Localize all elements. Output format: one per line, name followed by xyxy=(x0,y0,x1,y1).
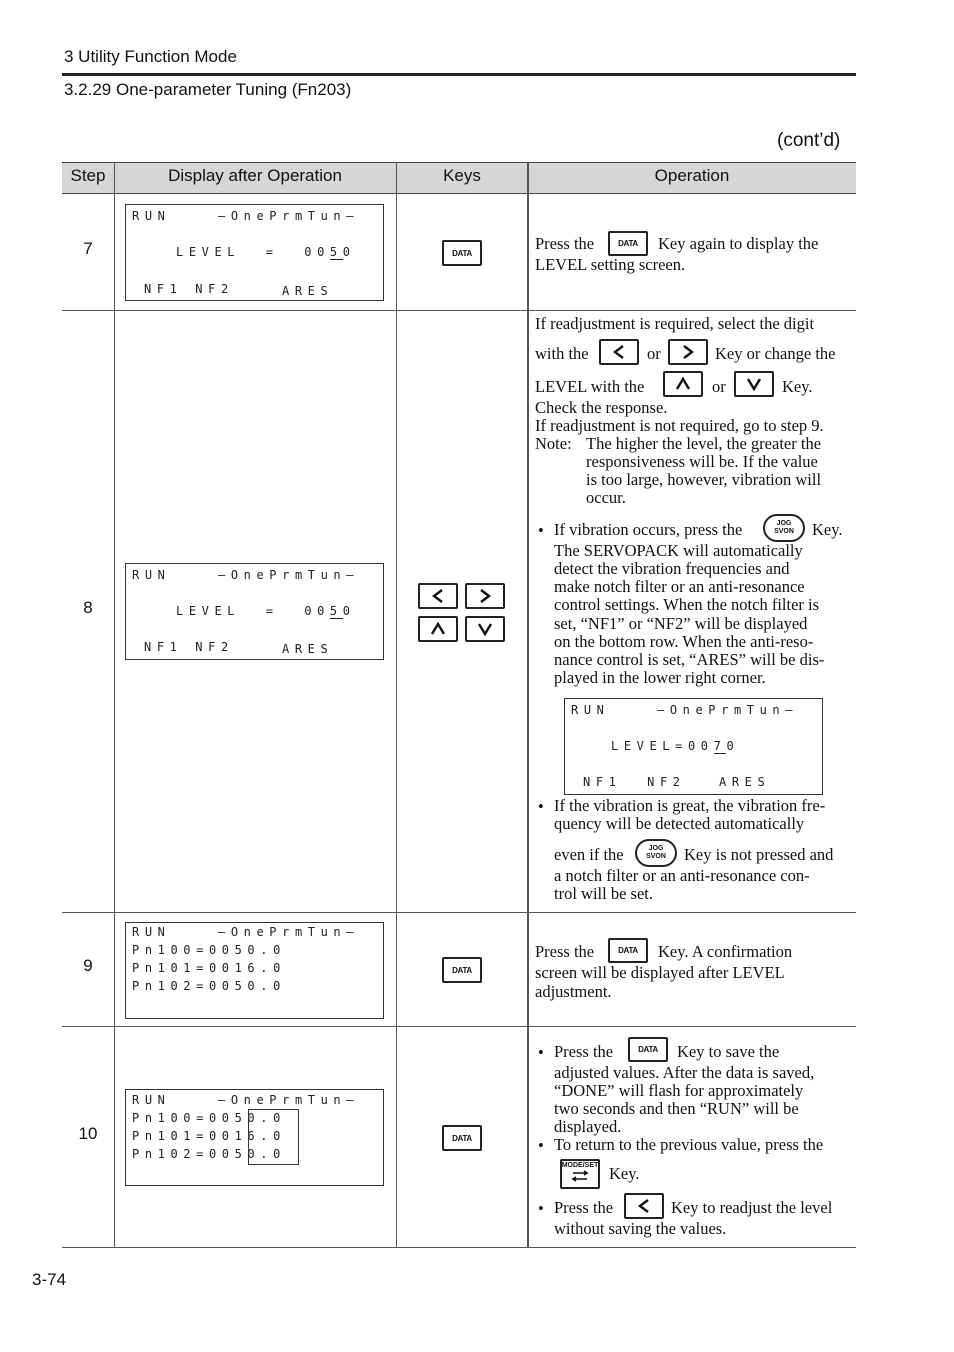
lcd-level: LEVEL=0070 xyxy=(611,739,740,753)
jog-svon-key-inline: JOG SVON xyxy=(635,839,677,867)
row-divider xyxy=(62,1247,856,1248)
lcd-run: RUN xyxy=(132,1093,171,1107)
lcd-title: —OnePrmTun— xyxy=(218,1093,360,1107)
lcd-level: LEVEL = 0050 xyxy=(176,245,356,259)
lcd-ares: ARES xyxy=(719,775,771,789)
lcd-title: —OnePrmTun— xyxy=(218,209,360,223)
lcd-ares: ARES xyxy=(282,642,334,656)
data-key-inline: DATA xyxy=(608,231,648,256)
row-divider xyxy=(62,310,856,311)
op-text: Key. xyxy=(782,377,813,396)
left-key[interactable] xyxy=(418,583,458,609)
op-text: control settings. When the notch filter is xyxy=(554,595,820,614)
op-text: screen will be displayed after LEVEL xyxy=(535,963,785,982)
lcd-ares: ARES xyxy=(282,284,334,298)
op-text: nance control is set, “ARES” will be dis- xyxy=(554,650,825,669)
bullet: • xyxy=(538,797,544,816)
table-header xyxy=(62,162,856,194)
lcd-nf: NF1 NF2 xyxy=(144,640,234,654)
lcd-nf: NF1 NF2 xyxy=(144,282,234,296)
bullet: • xyxy=(538,1043,544,1062)
op-text: or xyxy=(712,377,726,396)
lcd-param-line: Pn102=0050.0 xyxy=(132,1147,286,1161)
down-key-inline xyxy=(734,371,774,397)
col-divider xyxy=(528,162,529,1248)
note-label: Note: xyxy=(535,434,572,453)
lcd-title: —OnePrmTun— xyxy=(657,703,799,717)
col-divider xyxy=(114,162,115,1248)
chevron-down-icon xyxy=(476,621,494,637)
op-text: with the xyxy=(535,344,589,363)
lcd-display xyxy=(125,563,384,660)
op-text: quency will be detected automatically xyxy=(554,814,805,833)
op-text: without saving the values. xyxy=(554,1219,727,1238)
op-text: Press the xyxy=(535,234,595,253)
op-text: is too large, however, vibration will xyxy=(586,470,822,489)
op-text: “DONE” will flash for approximately xyxy=(554,1081,804,1100)
chevron-up-icon xyxy=(674,376,692,392)
up-key[interactable] xyxy=(418,616,458,642)
lcd-param-line: Pn100=0050.0 xyxy=(132,943,286,957)
op-text: on the bottom row. When the anti-reso- xyxy=(554,632,814,651)
op-text: To return to the previous value, press the xyxy=(554,1135,824,1154)
left-key-inline xyxy=(624,1193,664,1219)
lcd-nf: NF1 NF2 xyxy=(583,775,686,789)
lcd-title: —OnePrmTun— xyxy=(218,925,360,939)
right-key[interactable] xyxy=(465,583,505,609)
op-text: adjusted values. After the data is saved, xyxy=(554,1063,815,1082)
op-text: trol will be set. xyxy=(554,884,653,903)
op-text: If readjustment is not required, go to step 9. xyxy=(535,416,824,435)
chevron-right-icon xyxy=(679,344,697,360)
lcd-run: RUN xyxy=(132,209,171,223)
chevron-right-icon xyxy=(476,588,494,604)
lcd-display xyxy=(125,1089,384,1186)
op-text: played in the lower right corner. xyxy=(554,668,766,687)
step-number: 7 xyxy=(83,239,93,258)
right-key-inline xyxy=(668,339,708,365)
return-arrow-icon xyxy=(569,1170,591,1182)
op-text: two seconds and then “RUN” will be xyxy=(554,1099,799,1118)
data-key-inline: DATA xyxy=(628,1037,668,1062)
lcd-run: RUN xyxy=(132,925,171,939)
lcd-param-line: Pn102=0050.0 xyxy=(132,979,286,993)
op-text: responsiveness will be. If the value xyxy=(586,452,818,471)
op-text: set, “NF1” or “NF2” will be displayed xyxy=(554,614,808,633)
col-divider xyxy=(396,162,397,1248)
step-number: 8 xyxy=(83,598,93,617)
op-text: LEVEL with the xyxy=(535,377,645,396)
chevron-left-icon xyxy=(635,1198,653,1214)
chevron-down-icon xyxy=(745,376,763,392)
op-text: a notch filter or an anti-resonance con- xyxy=(554,866,810,885)
step-number: 9 xyxy=(83,956,93,975)
data-key[interactable]: DATA xyxy=(442,1125,482,1151)
up-key-inline xyxy=(663,371,703,397)
lcd-level: LEVEL = 0050 xyxy=(176,604,356,618)
chevron-up-icon xyxy=(429,621,447,637)
col-keys: Keys xyxy=(443,166,481,185)
step-number: 10 xyxy=(78,1124,98,1143)
op-text: Key is not pressed and xyxy=(684,845,834,864)
lcd-title: —OnePrmTun— xyxy=(218,568,360,582)
op-text: Key. A confirmation xyxy=(658,942,793,961)
col-operation: Operation xyxy=(654,166,730,185)
lcd-run: RUN xyxy=(571,703,610,717)
op-text: Press the xyxy=(535,942,595,961)
lcd-display xyxy=(125,922,384,1019)
op-text: Key or change the xyxy=(715,344,836,363)
bullet: • xyxy=(538,1199,544,1218)
data-key[interactable]: DATA xyxy=(442,957,482,983)
op-text: Key to readjust the level xyxy=(671,1198,833,1217)
chevron-left-icon xyxy=(610,344,628,360)
continued-label: (cont’d) xyxy=(777,130,841,151)
col-display: Display after Operation xyxy=(168,166,342,185)
bullet: • xyxy=(538,1136,544,1155)
data-key-inline: DATA xyxy=(608,938,648,963)
section-heading: 3.2.29 One-parameter Tuning (Fn203) xyxy=(64,80,352,99)
row-divider xyxy=(62,1026,856,1027)
saved-values-box xyxy=(248,1109,299,1165)
row-divider xyxy=(62,912,856,913)
lcd-display-example xyxy=(564,698,823,795)
col-step: Step xyxy=(70,166,106,185)
data-key[interactable]: DATA xyxy=(442,240,482,266)
bullet: • xyxy=(538,521,544,540)
op-text: Key again to display the xyxy=(658,234,819,253)
lcd-param-line: Pn101=0016.0 xyxy=(132,1129,286,1143)
op-text: Key to save the xyxy=(677,1042,780,1061)
op-text: The higher the level, the greater the xyxy=(586,434,822,453)
op-text: occur. xyxy=(586,488,626,507)
op-text: The SERVOPACK will automatically xyxy=(554,541,803,560)
op-text: adjustment. xyxy=(535,982,612,1001)
lcd-param-line: Pn100=0050.0 xyxy=(132,1111,286,1125)
op-text: Key. xyxy=(609,1164,640,1183)
left-key-inline xyxy=(599,339,639,365)
jog-svon-key-inline: JOG SVON xyxy=(763,514,805,542)
chevron-left-icon xyxy=(429,588,447,604)
op-text: displayed. xyxy=(554,1117,622,1136)
op-text: LEVEL setting screen. xyxy=(535,255,686,274)
header-rule xyxy=(62,73,856,76)
op-text: If vibration occurs, press the xyxy=(554,520,743,539)
lcd-param-line: Pn101=0016.0 xyxy=(132,961,286,975)
op-text: or xyxy=(647,344,661,363)
mode-set-key-inline: MODE/SET xyxy=(560,1159,600,1189)
op-text: Check the response. xyxy=(535,398,668,417)
op-text: make notch filter or an anti-resonance xyxy=(554,577,805,596)
op-text: If readjustment is required, select the digit xyxy=(535,314,815,333)
op-text: Press the xyxy=(554,1198,614,1217)
op-text: detect the vibration frequencies and xyxy=(554,559,790,578)
op-text: Press the xyxy=(554,1042,614,1061)
lcd-run: RUN xyxy=(132,568,171,582)
chapter-heading: 3 Utility Function Mode xyxy=(64,47,237,66)
lcd-display xyxy=(125,204,384,301)
page-number: 3-74 xyxy=(32,1270,67,1289)
op-text: If the vibration is great, the vibration fre- xyxy=(554,796,826,815)
op-text: even if the xyxy=(554,845,624,864)
op-text: Key. xyxy=(812,520,843,539)
down-key[interactable] xyxy=(465,616,505,642)
